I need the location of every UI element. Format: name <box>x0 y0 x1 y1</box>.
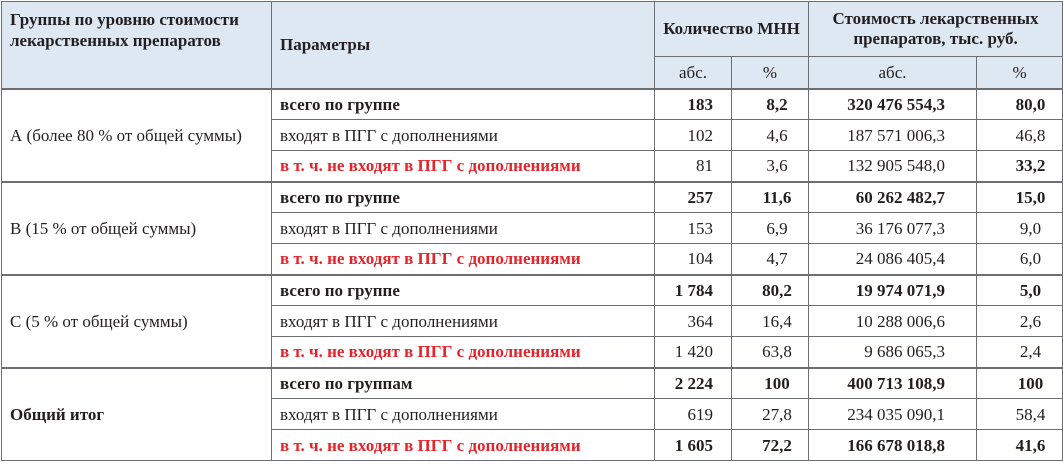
table-row <box>2 368 1063 399</box>
header-cost-pct: % <box>977 57 1063 89</box>
cost-abs-cell: 36 176 077,3 <box>809 213 977 244</box>
count-abs-cell: 619 <box>655 399 732 430</box>
param-cell: входят в ПГГ с дополнениями <box>272 306 655 337</box>
count-pct-cell: 16,4 <box>732 306 809 337</box>
cost-abs-cell: 320 476 554,3 <box>809 89 977 120</box>
cost-pct-cell: 58,4 <box>977 399 1063 430</box>
header-count-abs: абс. <box>655 57 732 89</box>
count-pct-cell: 72,2 <box>732 430 809 461</box>
cost-abs-cell: 9 686 065,3 <box>809 337 977 368</box>
cost-abs-cell: 132 905 548,0 <box>809 151 977 182</box>
count-pct-cell: 8,2 <box>732 89 809 120</box>
cost-pct-cell: 80,0 <box>977 89 1063 120</box>
header-cost-abs: абс. <box>809 57 977 89</box>
count-pct-cell: 4,6 <box>732 120 809 151</box>
count-pct-cell: 4,7 <box>732 244 809 275</box>
cost-abs-cell: 166 678 018,8 <box>809 430 977 461</box>
param-cell: всего по группе <box>272 275 655 306</box>
count-abs-cell: 153 <box>655 213 732 244</box>
count-abs-cell: 364 <box>655 306 732 337</box>
param-cell: входят в ПГГ с дополнениями <box>272 213 655 244</box>
param-cell: всего по группе <box>272 182 655 213</box>
group-name: А (более 80 % от общей суммы) <box>2 89 272 182</box>
cost-abs-cell: 24 086 405,4 <box>809 244 977 275</box>
count-abs-cell: 1 784 <box>655 275 732 306</box>
cost-pct-cell: 46,8 <box>977 120 1063 151</box>
count-abs-cell: 104 <box>655 244 732 275</box>
count-pct-cell: 80,2 <box>732 275 809 306</box>
count-abs-cell: 1 420 <box>655 337 732 368</box>
cost-abs-cell: 19 974 071,9 <box>809 275 977 306</box>
count-abs-cell: 102 <box>655 120 732 151</box>
cost-abs-cell: 187 571 006,3 <box>809 120 977 151</box>
param-cell-highlight: в т. ч. не входят в ПГГ с дополнениями <box>272 151 655 182</box>
header-params: Параметры <box>272 2 655 89</box>
count-pct-cell: 100 <box>732 368 809 399</box>
cost-pct-cell: 6,0 <box>977 244 1063 275</box>
count-pct-cell: 3,6 <box>732 151 809 182</box>
cost-pct-cell: 100 <box>977 368 1063 399</box>
table-row <box>2 182 1063 213</box>
header-count: Количество МНН <box>655 2 809 57</box>
param-cell: всего по группе <box>272 89 655 120</box>
param-cell: входят в ПГГ с дополнениями <box>272 120 655 151</box>
cost-pct-cell: 33,2 <box>977 151 1063 182</box>
cost-pct-cell: 2,6 <box>977 306 1063 337</box>
count-abs-cell: 2 224 <box>655 368 732 399</box>
param-cell: всего по группам <box>272 368 655 399</box>
count-abs-cell: 257 <box>655 182 732 213</box>
group-name-total: Общий итог <box>2 368 272 461</box>
count-abs-cell: 1 605 <box>655 430 732 461</box>
count-pct-cell: 11,6 <box>732 182 809 213</box>
count-pct-cell: 6,9 <box>732 213 809 244</box>
param-cell-highlight: в т. ч. не входят в ПГГ с дополнениями <box>272 430 655 461</box>
table-header <box>2 2 1063 89</box>
count-abs-cell: 183 <box>655 89 732 120</box>
cost-abs-cell: 234 035 090,1 <box>809 399 977 430</box>
count-pct-cell: 27,8 <box>732 399 809 430</box>
cost-pct-cell: 15,0 <box>977 182 1063 213</box>
cost-abs-cell: 400 713 108,9 <box>809 368 977 399</box>
header-groups: Группы по уровню стоимости лекарственных препаратов <box>2 2 272 89</box>
param-cell: входят в ПГГ с дополнениями <box>272 399 655 430</box>
header-count-pct: % <box>732 57 809 89</box>
groups-cost-table <box>1 1 1063 461</box>
table-row <box>2 275 1063 306</box>
group-name: С (5 % от общей суммы) <box>2 275 272 368</box>
cost-pct-cell: 5,0 <box>977 275 1063 306</box>
param-cell-highlight: в т. ч. не входят в ПГГ с дополнениями <box>272 337 655 368</box>
param-cell-highlight: в т. ч. не входят в ПГГ с дополнениями <box>272 244 655 275</box>
count-pct-cell: 63,8 <box>732 337 809 368</box>
cost-pct-cell: 2,4 <box>977 337 1063 368</box>
cost-pct-cell: 41,6 <box>977 430 1063 461</box>
cost-abs-cell: 60 262 482,7 <box>809 182 977 213</box>
table-body <box>2 89 1063 461</box>
table-row <box>2 89 1063 120</box>
count-abs-cell: 81 <box>655 151 732 182</box>
header-cost: Стоимость лекарственных препаратов, тыс. руб. <box>809 2 1063 57</box>
group-name: В (15 % от общей суммы) <box>2 182 272 275</box>
cost-pct-cell: 9,0 <box>977 213 1063 244</box>
cost-abs-cell: 10 288 006,6 <box>809 306 977 337</box>
